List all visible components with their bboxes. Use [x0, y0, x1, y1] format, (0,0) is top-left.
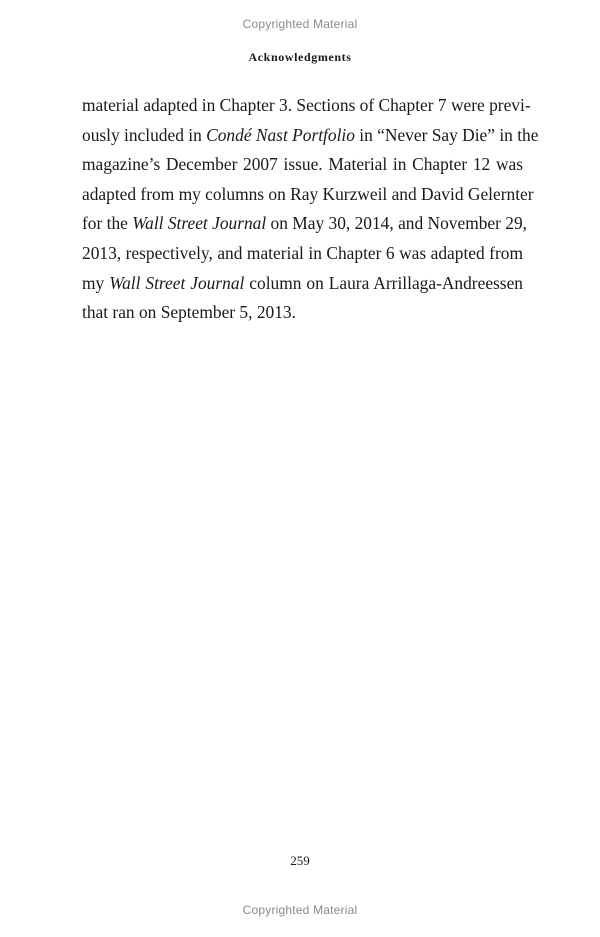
text-run: that ran on September 5, 2013.: [82, 302, 296, 323]
italic-title: Wall Street Journal: [109, 272, 245, 293]
text-line: [82, 121, 539, 151]
copyright-watermark-top: Copyrighted Material: [242, 17, 358, 31]
acknowledgments-paragraph: [82, 91, 539, 328]
page-number: 259: [290, 853, 310, 868]
text-line: [82, 180, 534, 210]
text-line: [82, 91, 531, 121]
text-run: in “Never Say Die” in the: [354, 124, 539, 145]
text-line: [82, 239, 523, 269]
text-run: on May 30, 2014, and November 29,: [266, 213, 528, 234]
text-line: [82, 150, 523, 180]
text-line: [82, 209, 528, 239]
italic-title: Condé Nast Portfolio: [206, 124, 355, 145]
copyright-watermark-bottom: Copyrighted Material: [242, 903, 358, 917]
text-run: for the: [82, 213, 133, 234]
text-run: adapted from my columns on Ray Kurzweil and David Gelernter: [82, 183, 534, 204]
text-line: [82, 298, 523, 328]
running-head: Acknowledgments: [248, 50, 352, 64]
italic-title: Wall Street Journal: [132, 213, 267, 234]
text-run: magazine’s December 2007 issue. Material in Chapter 12 was: [82, 154, 523, 175]
text-run: material adapted in Chapter 3. Sections of Chapter 7 were previ-: [82, 95, 531, 115]
text-run: 2013, respectively, and material in Chapter 6 was adapted from: [82, 242, 523, 263]
text-run: ously included in: [82, 124, 207, 145]
text-run: my: [82, 272, 110, 293]
text-line: [82, 269, 523, 299]
text-run: column on Laura Arrillaga-Andreessen: [244, 272, 523, 293]
